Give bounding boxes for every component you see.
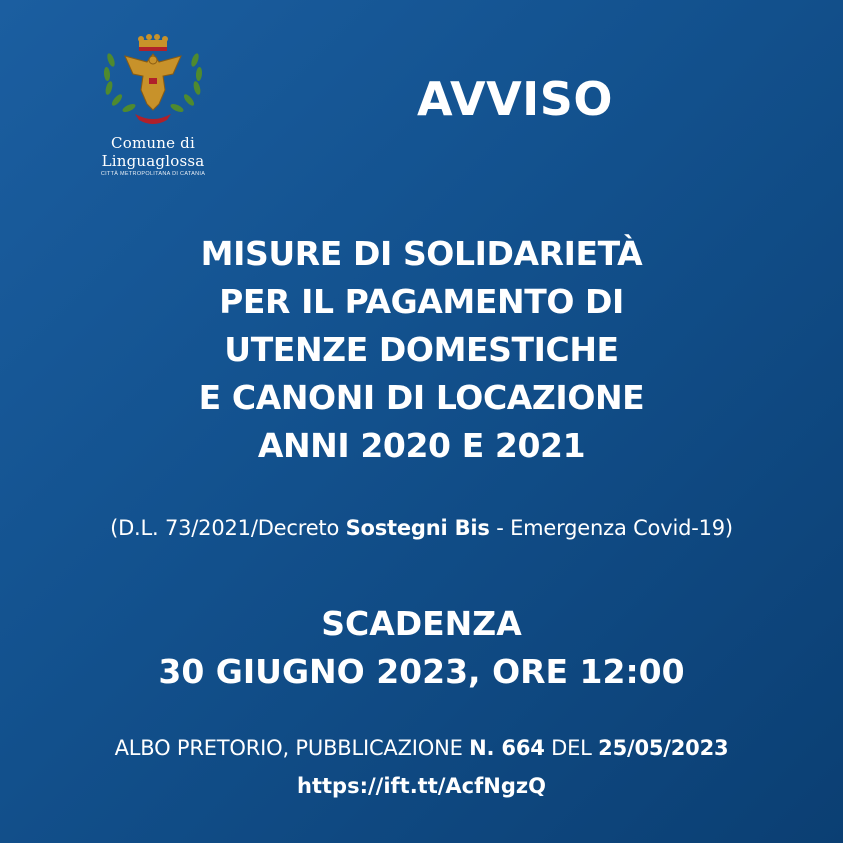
- title-line: UTENZE DOMESTICHE: [224, 330, 619, 369]
- municipal-crest-icon: [93, 30, 213, 130]
- reference-suffix: - Emergenza Covid-19): [489, 516, 733, 540]
- title-line: ANNI 2020 E 2021: [257, 426, 586, 465]
- notice-headline: AVVISO: [416, 72, 614, 126]
- deadline-block: [60, 600, 783, 696]
- title-line: E CANONI DI LOCAZIONE: [198, 378, 645, 417]
- reference-prefix: (D.L. 73/2021/Decreto: [110, 516, 346, 540]
- municipality-name: Comune di Linguaglossa: [101, 134, 205, 170]
- publication-number: N. 664: [469, 736, 545, 760]
- publication-info: [20, 736, 823, 760]
- reference-highlight: Sostegni Bis: [345, 516, 490, 540]
- legal-reference: [20, 516, 823, 540]
- deadline-date: 30 GIUGNO 2023, ORE 12:00: [158, 652, 685, 691]
- albo-middle: DEL: [544, 736, 599, 760]
- title-line: PER IL PAGAMENTO DI: [219, 282, 624, 321]
- notice-title: [100, 230, 743, 470]
- municipality-subtitle: CITTÀ METROPOLITANA DI CATANIA: [100, 171, 206, 177]
- albo-prefix: ALBO PRETORIO, PUBBLICAZIONE: [114, 736, 470, 760]
- title-line: MISURE DI SOLIDARIETÀ: [200, 234, 643, 273]
- deadline-label: SCADENZA: [321, 604, 522, 643]
- municipality-logo: [58, 30, 248, 185]
- notice-link[interactable]: https://ift.tt/AcfNgzQ: [297, 774, 546, 798]
- publication-date: 25/05/2023: [598, 736, 729, 760]
